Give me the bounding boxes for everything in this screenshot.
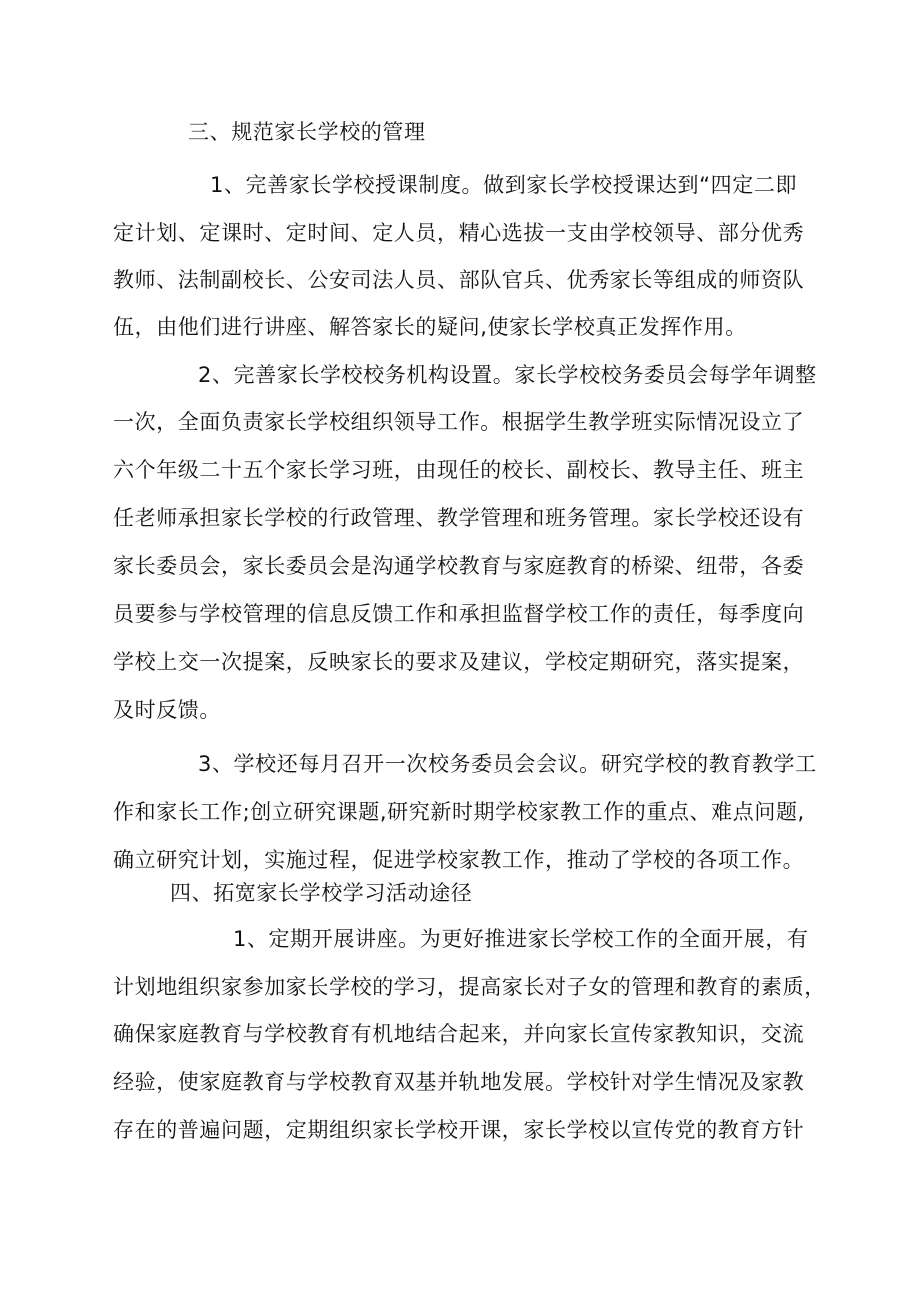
paragraph-line: 一次，全面负责家长学校组织领导工作。根据学生教学班实际情况设立了 <box>113 410 805 434</box>
section-heading-4: 四、拓宽家长学校学习活动途径 <box>170 881 473 905</box>
paragraph-line: 3、学校还每月召开一次校务委员会会议。研究学校的教育教学工 <box>198 752 817 776</box>
paragraph-line: 教师、法制副校长、公安司法人员、部队官兵、优秀家长等组成的师资队 <box>113 268 805 292</box>
paragraph-line: 经验，使家庭教育与学校教育双基并轨地发展。学校针对学生情况及家教 <box>113 1070 805 1094</box>
section-heading-3: 三、规范家长学校的管理 <box>188 120 426 144</box>
paragraph-line: 计划地组织家参加家长学校的学习，提高家长对子女的管理和教育的素质， <box>113 975 826 999</box>
paragraph-line: 确立研究计划，实施过程，促进学校家教工作，推动了学校的各项工作。 <box>113 848 805 872</box>
paragraph-line: 2、完善家长学校校务机构设置。家长学校校务委员会每学年调整 <box>198 363 817 387</box>
paragraph-line: 作和家长工作;创立研究课题,研究新时期学校家教工作的重点、难点问题, <box>113 800 805 824</box>
paragraph-line: 存在的普遍问题，定期组织家长学校开课，家长学校以宣传党的教育方针 <box>113 1118 805 1142</box>
paragraph-line: 及时反馈。 <box>113 698 221 722</box>
paragraph-line: 1、定期开展讲座。为更好推进家长学校工作的全面开展，有 <box>233 927 809 951</box>
paragraph-line: 员要参与学校管理的信息反馈工作和承担监督学校工作的责任，每季度向 <box>113 602 805 626</box>
paragraph-line: 任老师承担家长学校的行政管理、教学管理和班务管理。家长学校还设有 <box>113 506 805 530</box>
paragraph-line: 确保家庭教育与学校教育有机地结合起来，并向家长宣传家教知识，交流 <box>113 1022 805 1046</box>
paragraph-line: 定计划、定课时、定时间、定人员，精心选拔一支由学校领导、部分优秀 <box>113 221 805 245</box>
paragraph-line: 学校上交一次提案，反映家长的要求及建议，学校定期研究，落实提案， <box>113 650 805 674</box>
paragraph-line: 伍，由他们进行讲座、解答家长的疑问,使家长学校真正发挥作用。 <box>113 315 747 339</box>
paragraph-line: 六个年级二十五个家长学习班，由现任的校长、副校长、教导主任、班主 <box>113 458 805 482</box>
paragraph-line: 1、完善家长学校授课制度。做到家长学校授课达到“四定二即 <box>210 173 798 197</box>
paragraph-line: 家长委员会，家长委员会是沟通学校教育与家庭教育的桥梁、纽带，各委 <box>113 554 805 578</box>
